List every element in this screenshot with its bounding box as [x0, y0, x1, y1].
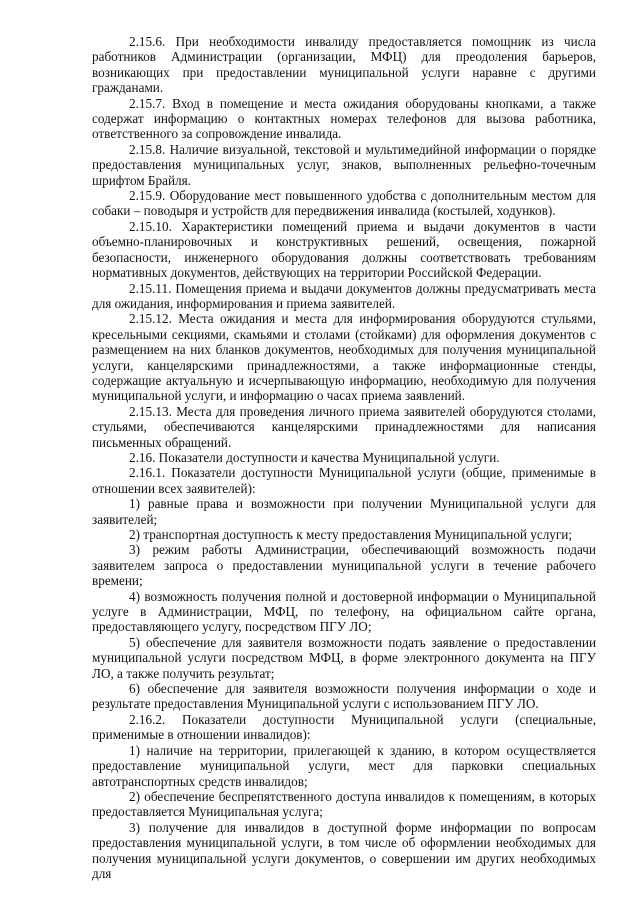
paragraph-2-15-10: 2.15.10. Характеристики помещений приема и выдачи документов в части объемно-планировочных и конструктивных решений, освещения, пожарной безопасности, инженерного оборудования должны соответствовать требованиям нормативных документов, действующих на территории Российской Федерации. [92, 218, 596, 281]
list-item-special-1: 1) наличие на территории, прилегающей к зданию, в котором осуществляется предоставление муниципальной услуги, мест для парковки специальных автотранспортных средств инвалидов; [92, 742, 596, 789]
list-item-general-1: 1) равные права и возможности при получении Муниципальной услуги для заявителей; [92, 496, 596, 527]
list-item-general-6: 6) обеспечение для заявителя возможности получения информации о ходе и результате предоставления Муниципальной услуги с использованием ПГУ ЛО. [92, 681, 596, 712]
paragraph-2-15-11: 2.15.11. Помещения приема и выдачи документов должны предусматривать места для ожидания, информирования и приема заявителей. [92, 280, 596, 311]
paragraph-2-15-6: 2.15.6. При необходимости инвалиду предоставляется помощник из числа работников Администрации (организации, МФЦ) для преодоления барьеров, возникающих при предоставлении муниципальной услуги наравне с другими гражданами. [92, 34, 596, 96]
paragraph-2-15-8: 2.15.8. Наличие визуальной, текстовой и мультимедийной информации о порядке предоставления муниципальных услуг, знаков, выполненных рельефно-точечным шрифтом Брайля. [92, 141, 596, 188]
list-item-special-3: 3) получение для инвалидов в доступной форме информации по вопросам предоставления муниципальной услуги, в том числе об оформлении необходимых для получения муниципальной услуги документов, о совершении им других необходимых для [92, 819, 596, 881]
document-page [92, 34, 596, 881]
paragraph-2-15-13: 2.15.13. Места для проведения личного приема заявителей оборудуются столами, стульями, обеспечиваются канцелярскими принадлежностями для написания письменных обращений. [92, 403, 596, 450]
list-item-general-2: 2) транспортная доступность к месту предоставления Муниципальной услуги; [129, 527, 573, 542]
section-heading-2-16: 2.16. Показатели доступности и качества Муниципальной услуги. [129, 449, 500, 465]
paragraph-2-15-9: 2.15.9. Оборудование мест повышенного удобства с дополнительным местом для собаки – поводыря и устройств для передвижения инвалида (костылей, ходунков). [92, 188, 596, 219]
list-item-general-5: 5) обеспечение для заявителя возможности подать заявление о предоставлении муниципальной услуги посредством МФЦ, в форме электронного документа на ПГУ ЛО, а также получить результат; [92, 634, 596, 681]
list-item-special-2: 2) обеспечение беспрепятственного доступа инвалидов к помещениям, в которых предоставляется Муниципальная услуга; [92, 788, 596, 820]
paragraph-2-16-2: 2.16.2. Показатели доступности Муниципальной услуги (специальные, применимые в отношении инвалидов): [92, 711, 596, 743]
paragraph-2-15-7: 2.15.7. Вход в помещение и места ожидания оборудованы кнопками, а также содержат информацию о контактных номерах телефонов для вызова работника, ответственного за сопровождение инвалида. [92, 95, 596, 142]
paragraph-2-15-12: 2.15.12. Места ожидания и места для информирования оборудуются стульями, кресельными секциями, скамьями и столами (стойками) для оформления документов с размещением на них бланков документов, необходимых для получения муниципальной услуги, канцелярскими принадлежностями, а также информационные стенды, содержащие актуальную и исчерпывающую информацию, необходимую для получения муниципальной услуги, и информацию о часах приема заявлений. [92, 311, 596, 404]
list-item-general-3: 3) режим работы Администрации, обеспечивающий возможность подачи заявителем запроса о предоставлении муниципальной услуги в течение рабочего времени; [92, 542, 596, 589]
paragraph-2-16-1: 2.16.1. Показатели доступности Муниципальной услуги (общие, применимые в отношении всех заявителей): [92, 465, 596, 496]
list-item-general-4: 4) возможность получения полной и достоверной информации о Муниципальной услуге в Администрации, МФЦ, по телефону, на официальном сайте органа, предоставляющего услугу, посредством ПГУ ЛО; [92, 588, 596, 635]
